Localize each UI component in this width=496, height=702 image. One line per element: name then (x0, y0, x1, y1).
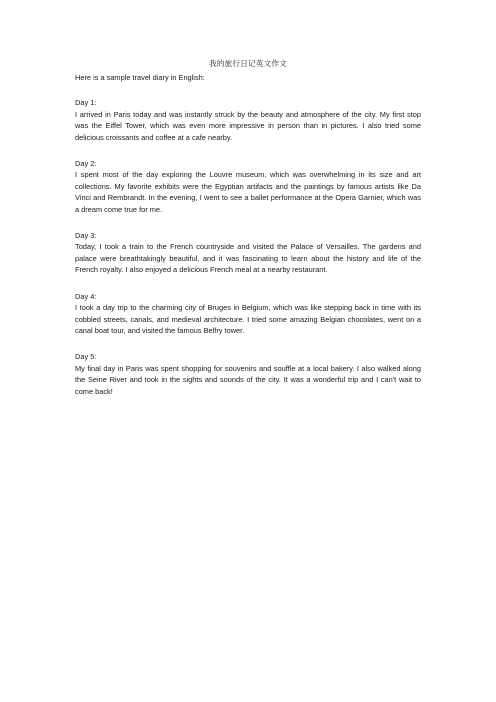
entry-label: Day 1: (75, 98, 97, 108)
entry-label: Day 5: (75, 352, 97, 362)
diary-entry-day-3 (75, 230, 421, 276)
entry-text: My final day in Paris was spent shopping for souvenirs and souffle at a local bakery. I also walked along the Seine River and took in the sights and sounds of the city. It was a wonderful trip and I can't wait to come back! (75, 363, 421, 396)
diary-entry-day-5 (75, 351, 421, 397)
entry-label: Day 4: (75, 291, 97, 301)
entry-text: Today, I took a train to the French countryside and visited the Palace of Versailles. The gardens and palace were breathtakingly beautiful, and it was fascinating to learn about the history and life of the French royalty. I also enjoyed a delicious French meal at a nearby restaurant. (75, 242, 421, 275)
entry-text: I took a day trip to the charming city of Bruges in Belgium, which was like stepping back in time with its cobbled streets, canals, and medieval architecture. I tried some amazing Belgian chocolates, went on a canal boat tour, and visited the famous Belfry tower. (75, 303, 421, 335)
document-title: 我的旅行日记英文作文 (209, 59, 287, 68)
entry-text: I spent most of the day exploring the Louvre museum, which was overwhelming in its size and art collections. My favorite exhibits were the Egyptian artifacts and the paintings by famous artists like Da Vinci and Rembrandt. In the evening, I went to see a ballet performance at the Opera Garnier, which was a dream come true for me. (75, 170, 421, 214)
diary-entry-day-1 (75, 97, 421, 143)
entry-label: Day 2: (75, 159, 97, 169)
diary-entry-day-4 (75, 291, 421, 337)
document-body (75, 72, 421, 412)
entry-text: I arrived in Paris today and was instantly struck by the beauty and atmosphere of the city. My first stop was the Eiffel Tower, which was even more impressive in person than in pictures. I also tried some delicious croissants and coffee at a cafe nearby. (75, 109, 421, 142)
diary-entry-day-2 (75, 158, 421, 215)
entry-label: Day 3: (75, 231, 97, 241)
intro-paragraph: Here is a sample travel diary in English: (75, 73, 205, 82)
